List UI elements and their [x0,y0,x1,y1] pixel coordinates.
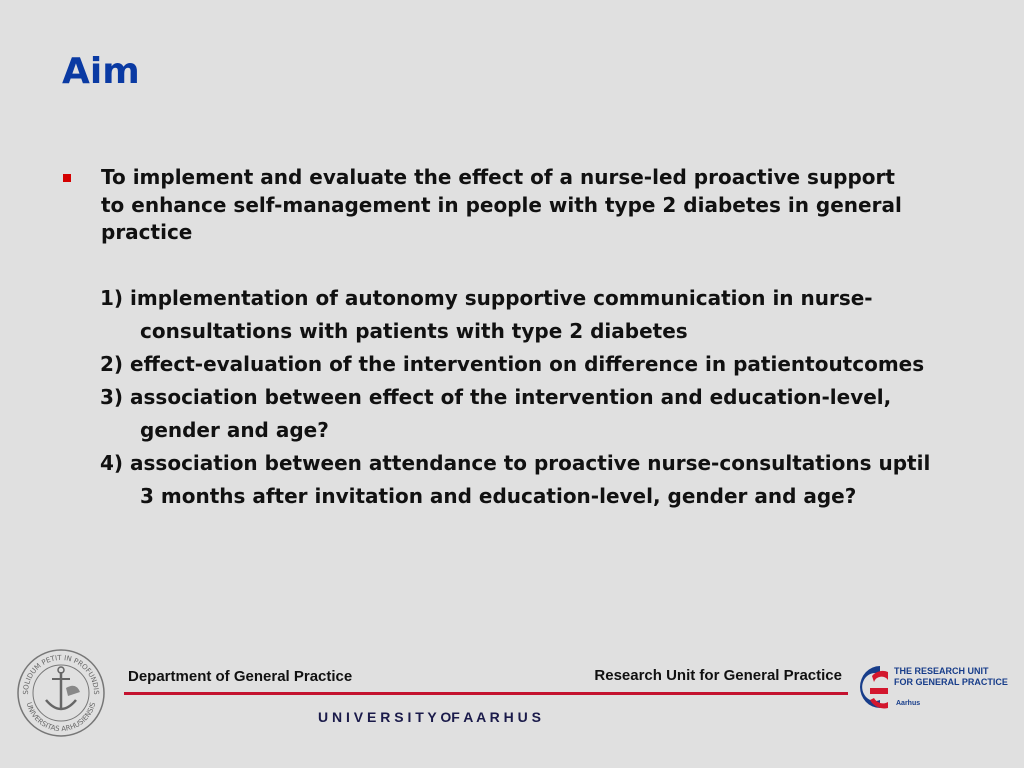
svg-text:UNIVERSITAS ARHUSIENSIS: UNIVERSITAS ARHUSIENSIS [24,701,98,734]
list-item: 1) implementation of autonomy supportive communication in nurse-consultations with patients with type 2 diabetes [100,285,873,343]
footer-divider [124,692,848,695]
university-name: U N I V E R S I T Y OF A A R H U S [318,709,541,725]
research-unit-logo-line2: FOR GENERAL PRACTICE [894,677,1008,687]
slide-body [60,164,940,513]
research-unit-logo [858,662,1008,714]
university-seal-logo [16,648,106,738]
department-name: Department of General Practice [128,668,353,685]
list-item: 2) effect-evaluation of the intervention on difference in patientoutcomes [100,351,925,376]
research-unit-name: Research Unit for General Practice [594,667,842,684]
slide-title: Aim [62,51,140,92]
bullet-item [60,164,940,247]
svg-text:SOLIDUM PETIT IN PROFUNDIS: SOLIDUM PETIT IN PROFUNDIS [21,653,101,695]
research-unit-mark-icon [858,662,898,712]
bullet-text: To implement and evaluate the effect of a nurse-led proactive support to enhance self-management in people with type 2 diabetes in general practice [101,165,902,244]
list-item: 3) association between effect of the intervention and education-level, gender and age? [100,384,892,442]
list-item: 4) association between attendance to proactive nurse-consultations uptil 3 months after invitation and education-level, gender and age? [100,450,931,508]
square-bullet-icon [63,174,71,182]
research-unit-logo-city: Aarhus [896,700,921,707]
numbered-list [100,282,940,513]
research-unit-logo-line1: THE RESEARCH UNIT [894,666,989,676]
